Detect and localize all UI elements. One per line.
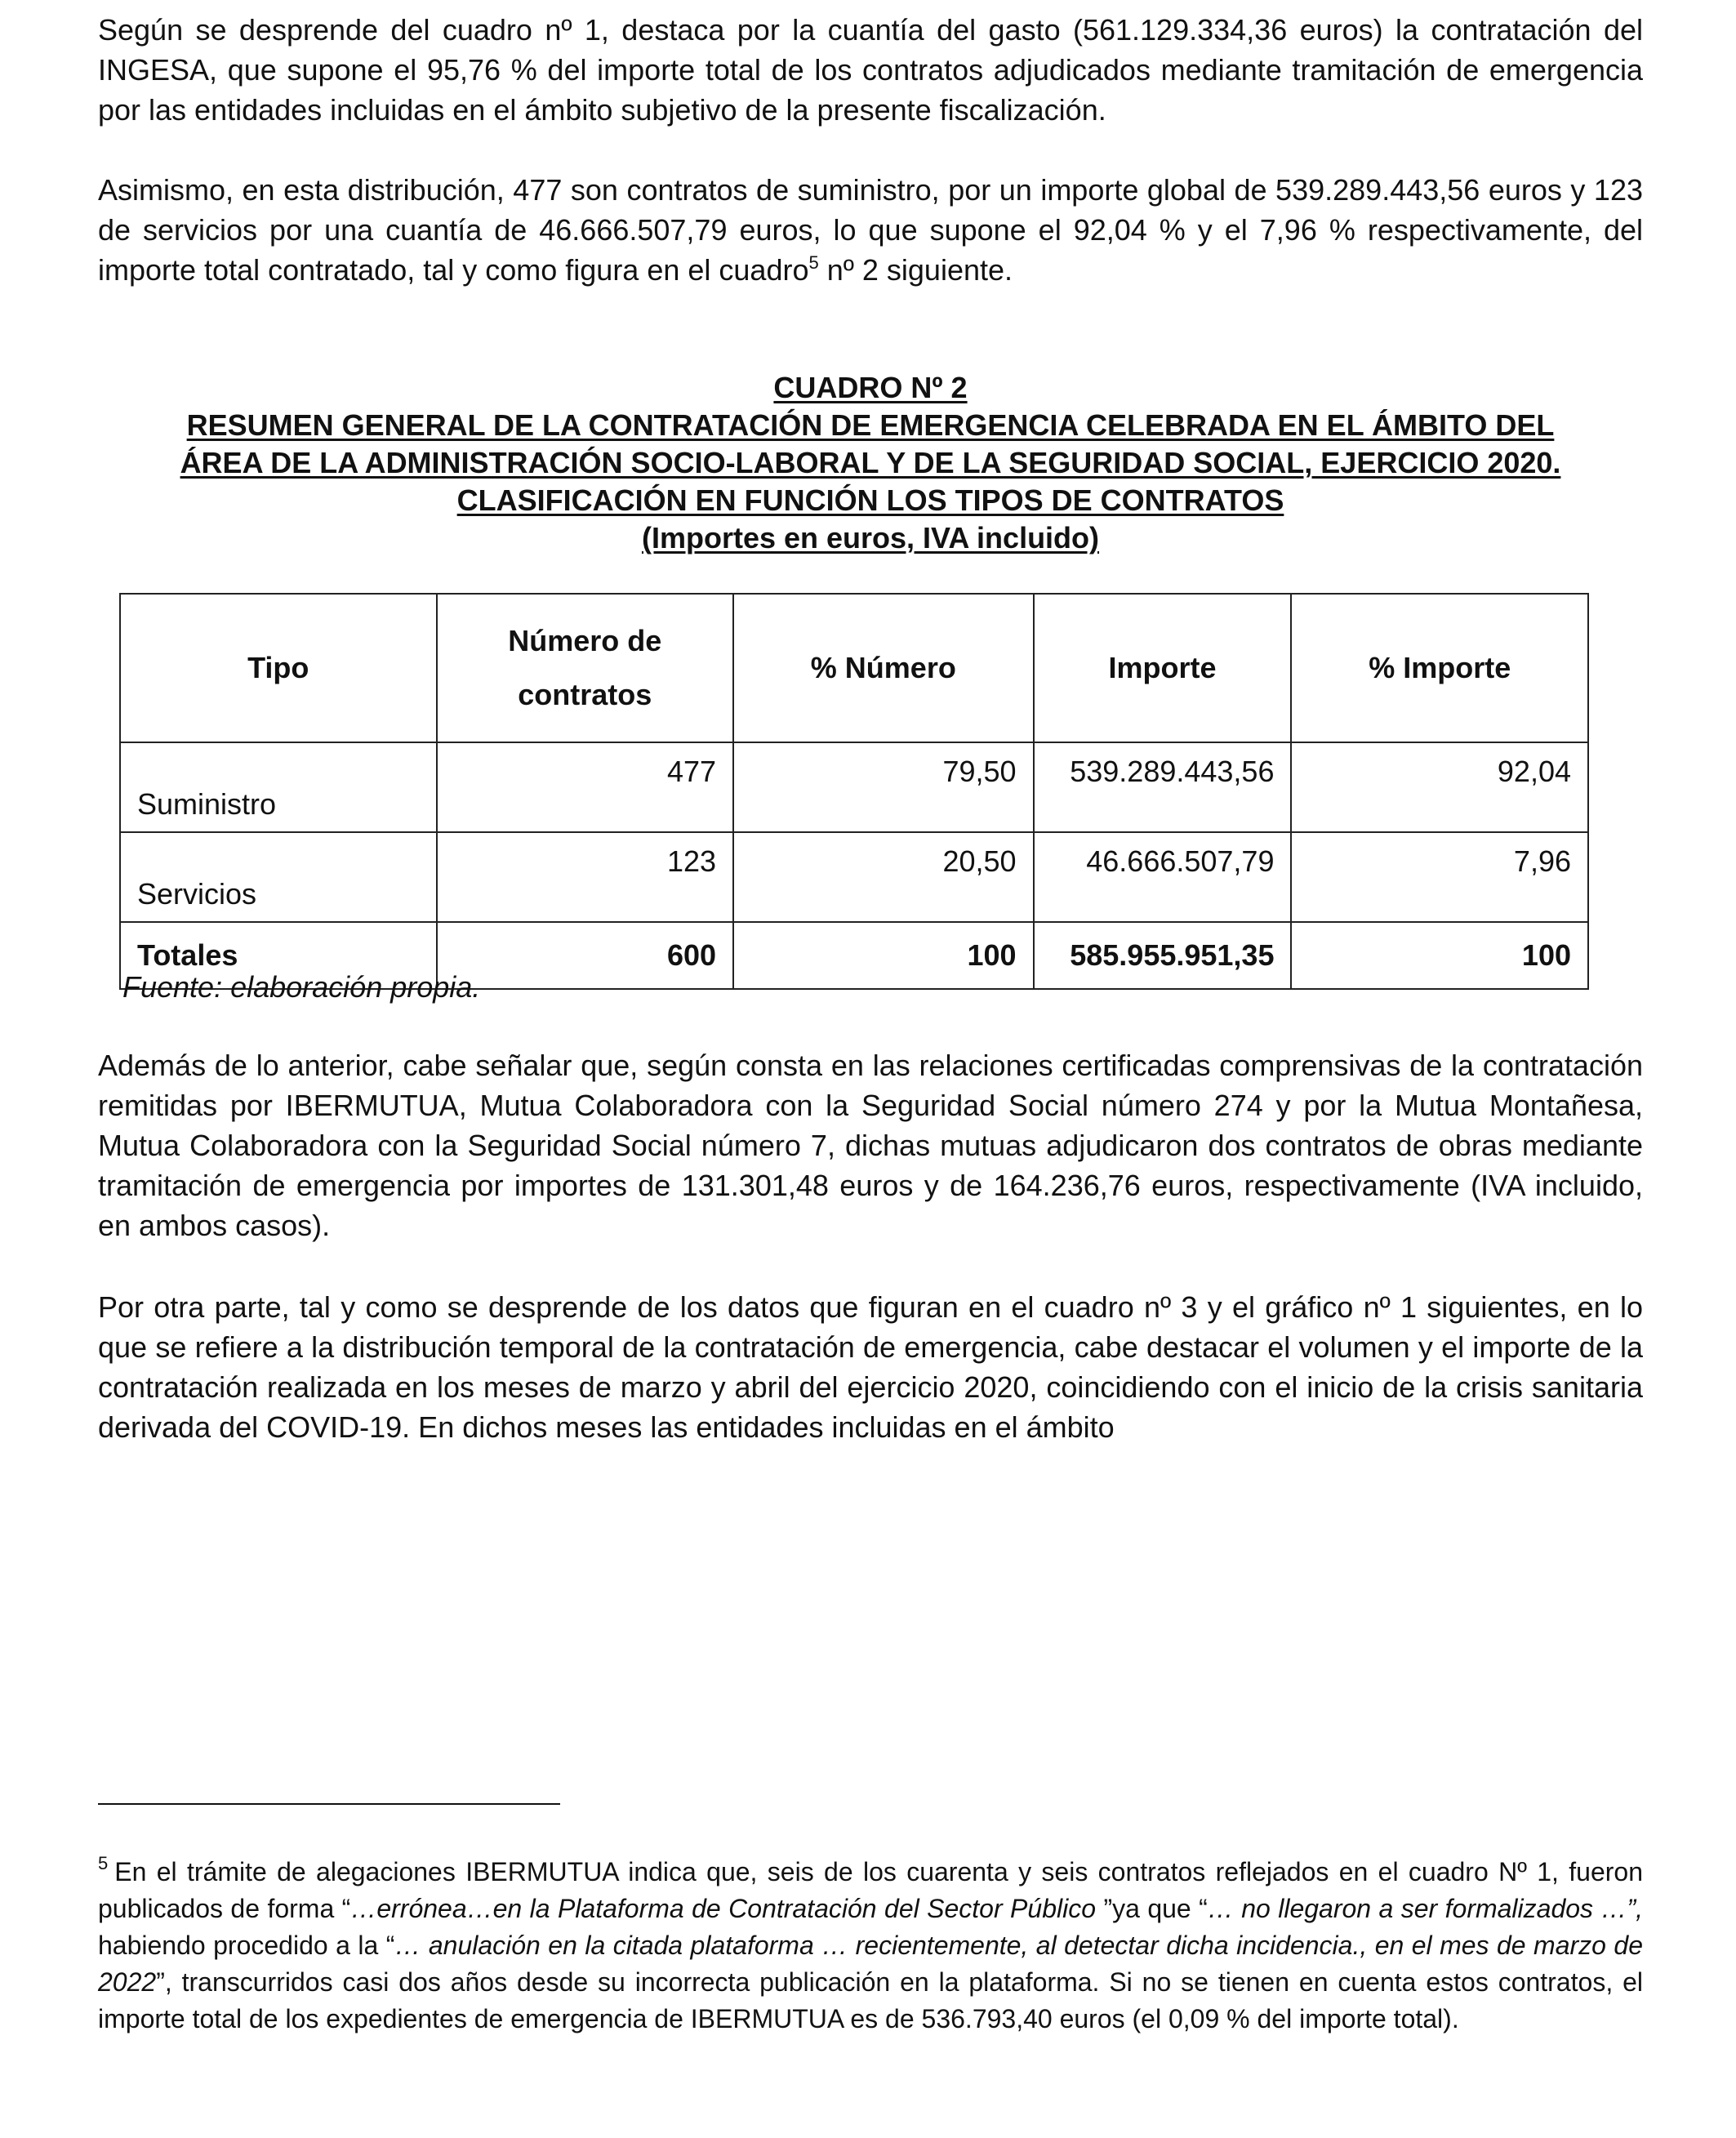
cell-total-pct-importe: 100 (1291, 922, 1588, 989)
header-numero-line1: Número de (508, 624, 662, 657)
table-title-line: ÁREA DE LA ADMINISTRACIÓN SOCIO-LABORAL Y DE LA SEGURIDAD SOCIAL, EJERCICIO 2020. (180, 446, 1561, 479)
footnote-reference[interactable]: 5 (808, 252, 819, 273)
footnote-text: ”, transcurridos casi dos años desde su incorrecta publicación en la plataforma. Si no se tienen en cuenta estos contratos, el importe total de los expedientes de emergencia de IBERMUTUA es de 536.793,40 euros (el 0,09 % del importe total). (98, 1967, 1643, 2033)
paragraph-ingesa: Según se desprende del cuadro nº 1, destaca por la cuantía del gasto (561.129.334,36 euros) la contratación del INGESA, que supone el 95,76 % del importe total de los contratos adjudicados mediante tramitación de emergencia por las entidades incluidas en el ámbito subjetivo de la presente fiscalización. (98, 13, 1643, 127)
contracts-summary-table (119, 593, 1589, 990)
header-tipo: Tipo (120, 594, 437, 742)
cell-pct-importe: 92,04 (1291, 742, 1588, 832)
cell-total-importe: 585.955.951,35 (1034, 922, 1292, 989)
table-row (120, 742, 1588, 832)
footnote-quote: … no llegaron a ser formalizados …”, (1207, 1894, 1644, 1923)
footnote-separator (98, 1803, 560, 1805)
paragraph-distribution-tail: nº 2 siguiente. (818, 253, 1013, 287)
paragraph-distribution (98, 170, 1643, 290)
header-pct-importe: % Importe (1291, 594, 1588, 742)
paragraph-temporal-distribution: Por otra parte, tal y como se desprende de los datos que figuran en el cuadro nº 3 y el gráfico nº 1 siguientes, en lo que se refiere a la distribución temporal de la contratación de emergencia, cabe destacar el volumen y el importe de la contratación realizada en los meses de marzo y abril del ejercicio 2020, coincidiendo con el inicio de la crisis sanitaria derivada del COVID-19. En dichos meses las entidades incluidas en el ámbito (98, 1290, 1643, 1444)
header-numero-contratos (437, 594, 734, 742)
table-subtitle: CLASIFICACIÓN EN FUNCIÓN LOS TIPOS DE CONTRATOS (456, 483, 1284, 517)
footnote-text: habiendo procedido a la “ (98, 1931, 395, 1960)
table-title (98, 369, 1643, 557)
cell-totals-label: Totales (120, 922, 437, 989)
table-header-row (120, 594, 1588, 742)
cell-importe: 46.666.507,79 (1034, 832, 1292, 922)
table-number: CUADRO Nº 2 (773, 371, 968, 404)
table-source-note: Fuente: elaboración propia. (122, 970, 481, 1004)
cell-pct-numero: 20,50 (733, 832, 1033, 922)
footnote-mark: 5 (98, 1853, 109, 1873)
cell-total-pct-numero: 100 (733, 922, 1033, 989)
table-row (120, 832, 1588, 922)
header-numero-line2: contratos (518, 678, 652, 711)
header-pct-numero: % Número (733, 594, 1033, 742)
footnote-quote: …errónea…en la Plataforma de Contratación del Sector Público (350, 1894, 1097, 1923)
table-title-line: RESUMEN GENERAL DE LA CONTRATACIÓN DE EMERGENCIA CELEBRADA EN EL ÁMBITO DEL (186, 408, 1555, 442)
footnote-text: ”ya que “ (1096, 1894, 1208, 1923)
header-importe: Importe (1034, 594, 1292, 742)
cell-pct-importe: 7,96 (1291, 832, 1588, 922)
footnote-text: En el trámite de alegaciones IBERMUTUA indica que, seis de los cuarenta y seis contratos reflejados en el cuadro Nº 1, fueron publicados de forma “ (98, 1857, 1643, 1923)
cell-total-numero: 600 (437, 922, 734, 989)
footnote-quote: … anulación en la citada plataforma … recientemente, al detectar dicha incidencia., en el mes de marzo de 2022 (98, 1931, 1644, 1997)
footnote (98, 1854, 1643, 2038)
cell-tipo: Suministro (120, 742, 437, 832)
paragraph-distribution-text: Asimismo, en esta distribución, 477 son contratos de suministro, por un importe global de 539.289.443,56 euros y 123 de servicios por una cuantía de 46.666.507,79 euros, lo que supone el 92,04 % y el 7,96 % respectivamente, del importe total contratado, tal y como figura en el cuadro (98, 173, 1643, 287)
cell-pct-numero: 79,50 (733, 742, 1033, 832)
table-units-note: (Importes en euros, IVA incluido) (641, 521, 1100, 555)
cell-numero: 123 (437, 832, 734, 922)
cell-numero: 477 (437, 742, 734, 832)
cell-tipo: Servicios (120, 832, 437, 922)
cell-importe: 539.289.443,56 (1034, 742, 1292, 832)
paragraph-mutuas: Además de lo anterior, cabe señalar que, según consta en las relaciones certificadas comprensivas de la contratación remitidas por IBERMUTUA, Mutua Colaboradora con la Seguridad Social número 274 y por la Mutua Montañesa, Mutua Colaboradora con la Seguridad Social número 7, dichas mutuas adjudicaron dos contratos de obras mediante tramitación de emergencia por importes de 131.301,48 euros y de 164.236,76 euros, respectivamente (IVA incluido, en ambos casos). (98, 1049, 1643, 1242)
